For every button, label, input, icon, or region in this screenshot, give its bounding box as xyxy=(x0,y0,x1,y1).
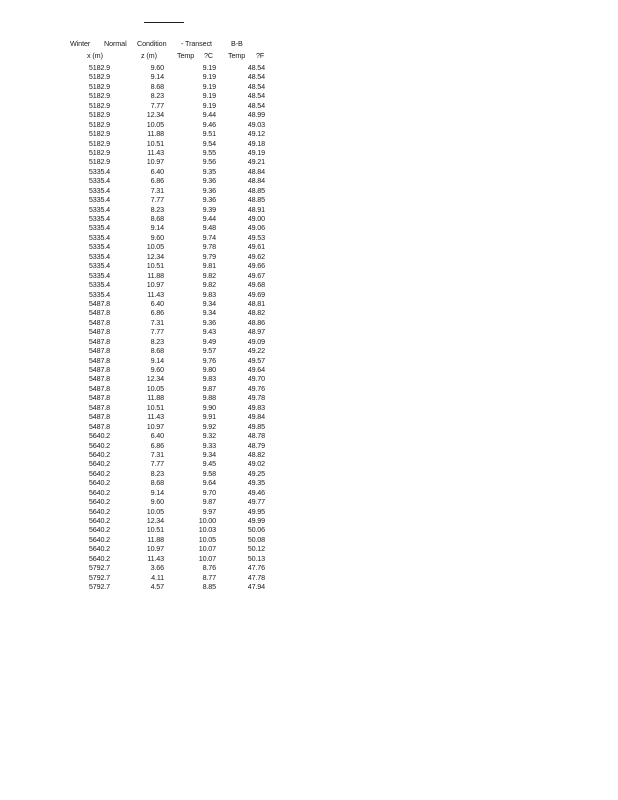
table-row xyxy=(70,516,280,525)
table-row xyxy=(70,384,280,393)
temp-f-value: 48.84 xyxy=(247,166,265,176)
table-row xyxy=(70,63,280,72)
table-row xyxy=(70,507,280,516)
header-bb: B-B xyxy=(231,39,243,48)
table-row xyxy=(70,129,280,138)
table-row xyxy=(70,72,280,81)
temp-f-value: 48.85 xyxy=(247,185,265,195)
z-value: 10.05 xyxy=(146,506,164,516)
table-row xyxy=(70,186,280,195)
temp-c-value: 9.78 xyxy=(202,242,216,252)
temp-f-value: 50.08 xyxy=(247,534,265,544)
table-row xyxy=(70,205,280,214)
z-value: 11.43 xyxy=(147,289,164,299)
temp-f-value: 47.94 xyxy=(247,582,265,592)
table-row xyxy=(70,148,280,157)
temp-c-value: 9.57 xyxy=(202,346,216,356)
z-value: 11.88 xyxy=(147,270,164,280)
temp-c-value: 9.19 xyxy=(202,100,216,110)
table-row xyxy=(70,101,280,110)
table-row xyxy=(70,554,280,563)
temp-c-value: 10.03 xyxy=(198,525,216,535)
temp-f-value: 49.61 xyxy=(247,242,265,252)
temp-f-value: 48.91 xyxy=(247,204,265,214)
z-value: 9.14 xyxy=(150,487,164,497)
temp-c-value: 9.88 xyxy=(202,393,216,403)
temp-c-value: 9.92 xyxy=(202,421,216,431)
temp-c-value: 9.74 xyxy=(202,232,216,242)
x-value: 5335.4 xyxy=(88,214,110,223)
temp-c-value: 10.05 xyxy=(198,534,216,544)
z-value: 3.66 xyxy=(150,563,164,573)
z-value: 9.60 xyxy=(150,497,164,507)
x-value: 5182.9 xyxy=(88,72,110,82)
z-value: 10.05 xyxy=(146,242,164,252)
temp-c-value: 9.45 xyxy=(202,459,216,469)
z-value: 11.88 xyxy=(147,129,164,139)
temp-c-value: 9.81 xyxy=(202,261,216,271)
temp-f-value: 49.64 xyxy=(247,365,265,374)
temp-c-value: 9.82 xyxy=(202,270,216,280)
table-row xyxy=(70,233,280,242)
temp-f-value: 49.68 xyxy=(247,280,265,290)
temp-f-value: 48.54 xyxy=(247,100,265,110)
x-value: 5640.2 xyxy=(88,440,110,450)
z-value: 8.23 xyxy=(150,336,164,346)
temp-c-value: 9.51 xyxy=(202,129,216,139)
temp-f-value: 50.06 xyxy=(247,525,265,535)
x-value: 5640.2 xyxy=(88,431,110,441)
x-value: 5487.8 xyxy=(88,393,110,403)
temp-f-value: 49.57 xyxy=(247,355,265,365)
x-value: 5792.7 xyxy=(88,572,110,582)
header-x-m: x (m) xyxy=(87,51,103,60)
temp-f-value: 49.09 xyxy=(247,336,265,346)
temp-c-value: 9.19 xyxy=(202,91,216,101)
x-value: 5792.7 xyxy=(88,582,110,592)
table-row xyxy=(70,431,280,440)
z-value: 6.40 xyxy=(150,166,164,176)
temp-f-value: 48.54 xyxy=(247,72,265,82)
temp-f-value: 48.78 xyxy=(247,431,265,441)
x-value: 5487.8 xyxy=(88,317,110,327)
temp-f-value: 49.84 xyxy=(247,412,265,422)
temp-c-value: 9.58 xyxy=(202,468,216,478)
temp-c-value: 9.91 xyxy=(202,412,216,422)
x-value: 5640.2 xyxy=(88,506,110,516)
z-value: 9.60 xyxy=(150,232,164,242)
temp-c-value: 9.82 xyxy=(202,280,216,290)
table-row xyxy=(70,582,280,591)
header-temp-c: Temp xyxy=(177,51,195,60)
temp-f-value: 49.70 xyxy=(247,374,265,384)
temp-f-value: 49.66 xyxy=(247,261,265,271)
temp-c-value: 9.19 xyxy=(202,81,216,91)
x-value: 5487.8 xyxy=(88,421,110,431)
z-value: 9.14 xyxy=(150,355,164,365)
table-row xyxy=(70,120,280,129)
temp-f-value: 49.83 xyxy=(247,402,265,412)
table-row xyxy=(70,318,280,327)
z-value: 6.40 xyxy=(150,298,164,308)
table-row xyxy=(70,327,280,336)
temp-f-value: 48.54 xyxy=(247,91,265,101)
table-row xyxy=(70,280,280,289)
temp-f-value: 49.22 xyxy=(247,346,265,356)
x-value: 5487.8 xyxy=(88,365,110,374)
x-value: 5487.8 xyxy=(88,346,110,356)
x-value: 5335.4 xyxy=(88,242,110,252)
z-value: 10.51 xyxy=(146,402,164,412)
z-value: 10.51 xyxy=(146,261,164,271)
table-row xyxy=(70,82,280,91)
temp-c-value: 9.64 xyxy=(202,478,216,488)
x-value: 5487.8 xyxy=(88,298,110,308)
x-value: 5182.9 xyxy=(88,110,110,120)
table-row xyxy=(70,535,280,544)
x-value: 5182.9 xyxy=(88,129,110,139)
temp-f-value: 48.97 xyxy=(247,327,265,337)
temp-c-value: 9.33 xyxy=(202,440,216,450)
table-row xyxy=(70,308,280,317)
table-row xyxy=(70,242,280,251)
temp-f-value: 48.81 xyxy=(247,298,265,308)
z-value: 7.31 xyxy=(150,317,164,327)
temp-c-value: 9.39 xyxy=(202,204,216,214)
temp-f-value: 49.62 xyxy=(247,251,265,261)
temp-c-value: 9.55 xyxy=(202,147,216,157)
temp-c-value: 8.77 xyxy=(202,572,216,582)
x-value: 5487.8 xyxy=(88,327,110,337)
z-value: 11.43 xyxy=(147,553,164,563)
x-value: 5335.4 xyxy=(88,261,110,271)
temp-c-value: 9.46 xyxy=(202,119,216,129)
temp-f-value: 49.35 xyxy=(247,478,265,488)
x-value: 5335.4 xyxy=(88,280,110,290)
table-row xyxy=(70,139,280,148)
table-row xyxy=(70,422,280,431)
temp-c-value: 9.80 xyxy=(202,365,216,374)
x-value: 5640.2 xyxy=(88,544,110,554)
z-value: 11.88 xyxy=(147,393,164,403)
temp-c-value: 9.83 xyxy=(202,289,216,299)
x-value: 5487.8 xyxy=(88,374,110,384)
temp-c-value: 9.36 xyxy=(202,185,216,195)
x-value: 5487.8 xyxy=(88,412,110,422)
x-value: 5182.9 xyxy=(88,157,110,167)
z-value: 8.23 xyxy=(150,204,164,214)
temp-f-value: 48.85 xyxy=(247,195,265,205)
temp-c-value: 9.49 xyxy=(202,336,216,346)
z-value: 7.77 xyxy=(150,100,164,110)
x-value: 5182.9 xyxy=(88,91,110,101)
temp-c-value: 9.36 xyxy=(202,317,216,327)
x-value: 5182.9 xyxy=(88,147,110,157)
temp-f-value: 49.99 xyxy=(247,516,265,525)
temp-f-value: 48.82 xyxy=(247,308,265,318)
temp-c-value: 10.07 xyxy=(198,544,216,554)
temp-f-value: 48.54 xyxy=(247,81,265,91)
z-value: 10.05 xyxy=(146,119,164,129)
temp-f-value: 49.53 xyxy=(247,232,265,242)
z-value: 12.34 xyxy=(146,516,164,525)
z-value: 9.60 xyxy=(150,63,164,72)
table-row xyxy=(70,261,280,270)
temp-f-value: 47.78 xyxy=(247,572,265,582)
z-value: 7.77 xyxy=(150,327,164,337)
x-value: 5335.4 xyxy=(88,195,110,205)
table-row xyxy=(70,469,280,478)
x-value: 5182.9 xyxy=(88,138,110,148)
temp-c-value: 9.97 xyxy=(202,506,216,516)
temp-f-value: 49.02 xyxy=(247,459,265,469)
z-value: 10.97 xyxy=(146,157,164,167)
table-row xyxy=(70,412,280,421)
temp-f-value: 49.21 xyxy=(247,157,265,167)
temp-f-value: 49.78 xyxy=(247,393,265,403)
table-row xyxy=(70,441,280,450)
x-value: 5640.2 xyxy=(88,468,110,478)
z-value: 10.51 xyxy=(146,138,164,148)
z-value: 10.97 xyxy=(146,421,164,431)
temp-c-value: 9.44 xyxy=(202,214,216,223)
temp-c-value: 9.19 xyxy=(202,63,216,72)
table-row xyxy=(70,459,280,468)
temp-f-value: 50.12 xyxy=(247,544,265,554)
x-value: 5640.2 xyxy=(88,553,110,563)
temp-c-value: 9.54 xyxy=(202,138,216,148)
z-value: 6.86 xyxy=(150,440,164,450)
temp-f-value: 49.85 xyxy=(247,421,265,431)
temp-f-value: 48.82 xyxy=(247,449,265,459)
temp-f-value: 49.67 xyxy=(247,270,265,280)
z-value: 7.77 xyxy=(150,195,164,205)
header-z-m: z (m) xyxy=(141,51,157,60)
temp-c-value: 9.34 xyxy=(202,308,216,318)
x-value: 5640.2 xyxy=(88,459,110,469)
header-temp-f: Temp xyxy=(228,51,246,60)
temp-f-value: 48.86 xyxy=(247,317,265,327)
temp-c-value: 9.79 xyxy=(202,251,216,261)
temp-c-value: 9.83 xyxy=(202,374,216,384)
x-value: 5487.8 xyxy=(88,308,110,318)
z-value: 12.34 xyxy=(146,110,164,120)
table-row xyxy=(70,356,280,365)
temp-c-value: 9.44 xyxy=(202,110,216,120)
header-condition: Condition xyxy=(137,39,167,48)
z-value: 9.14 xyxy=(150,223,164,233)
x-value: 5640.2 xyxy=(88,487,110,497)
z-value: 6.86 xyxy=(150,176,164,186)
z-value: 6.40 xyxy=(150,431,164,441)
z-value: 11.43 xyxy=(147,147,164,157)
header-transect: - Transect xyxy=(181,39,212,48)
table-row xyxy=(70,488,280,497)
z-value: 8.68 xyxy=(150,214,164,223)
x-value: 5487.8 xyxy=(88,336,110,346)
table-row xyxy=(70,573,280,582)
temp-c-value: 9.70 xyxy=(202,487,216,497)
temp-c-value: 9.87 xyxy=(202,383,216,393)
x-value: 5487.8 xyxy=(88,355,110,365)
table-row xyxy=(70,525,280,534)
table-row xyxy=(70,544,280,553)
temp-f-value: 49.95 xyxy=(247,506,265,516)
z-value: 8.68 xyxy=(150,478,164,488)
z-value: 8.68 xyxy=(150,81,164,91)
temp-f-value: 48.54 xyxy=(247,63,265,72)
table-row xyxy=(70,403,280,412)
table-row xyxy=(70,176,280,185)
z-value: 7.31 xyxy=(150,185,164,195)
table-row xyxy=(70,195,280,204)
temp-f-value: 49.69 xyxy=(247,289,265,299)
x-value: 5335.4 xyxy=(88,176,110,186)
z-value: 12.34 xyxy=(146,374,164,384)
temp-c-value: 9.19 xyxy=(202,72,216,82)
x-value: 5335.4 xyxy=(88,223,110,233)
x-value: 5182.9 xyxy=(88,119,110,129)
z-value: 11.43 xyxy=(147,412,164,422)
x-value: 5335.4 xyxy=(88,204,110,214)
z-value: 7.77 xyxy=(150,459,164,469)
x-value: 5792.7 xyxy=(88,563,110,573)
z-value: 11.88 xyxy=(147,534,164,544)
temp-f-value: 48.84 xyxy=(247,176,265,186)
temp-f-value: 49.03 xyxy=(247,119,265,129)
table-row xyxy=(70,214,280,223)
temp-f-value: 49.46 xyxy=(247,487,265,497)
x-value: 5335.4 xyxy=(88,251,110,261)
x-value: 5335.4 xyxy=(88,166,110,176)
z-value: 8.23 xyxy=(150,91,164,101)
temp-f-value: 49.76 xyxy=(247,383,265,393)
x-value: 5640.2 xyxy=(88,534,110,544)
table-row xyxy=(70,346,280,355)
x-value: 5640.2 xyxy=(88,516,110,525)
temp-f-value: 48.99 xyxy=(247,110,265,120)
table-row xyxy=(70,167,280,176)
temp-f-value: 50.13 xyxy=(247,553,265,563)
z-value: 9.60 xyxy=(150,365,164,374)
z-value: 10.97 xyxy=(146,280,164,290)
temp-f-value: 48.79 xyxy=(247,440,265,450)
z-value: 4.11 xyxy=(151,572,164,582)
x-value: 5335.4 xyxy=(88,232,110,242)
z-value: 12.34 xyxy=(146,251,164,261)
x-value: 5640.2 xyxy=(88,525,110,535)
table-row xyxy=(70,271,280,280)
z-value: 6.86 xyxy=(150,308,164,318)
z-value: 10.51 xyxy=(146,525,164,535)
header-unit-f: ?F xyxy=(256,51,265,60)
temp-c-value: 8.76 xyxy=(202,563,216,573)
z-value: 8.23 xyxy=(150,468,164,478)
table-row xyxy=(70,478,280,487)
table-row xyxy=(70,365,280,374)
table-row xyxy=(70,450,280,459)
x-value: 5335.4 xyxy=(88,289,110,299)
temp-f-value: 49.12 xyxy=(247,129,265,139)
x-value: 5640.2 xyxy=(88,478,110,488)
temp-c-value: 9.36 xyxy=(202,195,216,205)
temp-f-value: 49.00 xyxy=(247,214,265,223)
table-row xyxy=(70,374,280,383)
x-value: 5335.4 xyxy=(88,270,110,280)
temp-c-value: 9.34 xyxy=(202,449,216,459)
temp-f-value: 49.25 xyxy=(247,468,265,478)
temp-c-value: 9.56 xyxy=(202,157,216,167)
table-row xyxy=(70,393,280,402)
table-row xyxy=(70,252,280,261)
temp-c-value: 9.32 xyxy=(202,431,216,441)
table-row xyxy=(70,299,280,308)
temp-c-value: 9.43 xyxy=(202,327,216,337)
z-value: 9.14 xyxy=(150,72,164,82)
table-row xyxy=(70,110,280,119)
temp-c-value: 9.36 xyxy=(202,176,216,186)
header-unit-c: ?C xyxy=(204,51,213,60)
temp-c-value: 10.07 xyxy=(198,553,216,563)
x-value: 5182.9 xyxy=(88,81,110,91)
title-rule xyxy=(144,22,184,23)
header-normal: Normal xyxy=(104,39,127,48)
x-value: 5182.9 xyxy=(88,63,110,72)
z-value: 7.31 xyxy=(150,449,164,459)
temp-c-value: 9.90 xyxy=(202,402,216,412)
temp-f-value: 49.77 xyxy=(247,497,265,507)
temp-c-value: 8.85 xyxy=(202,582,216,592)
temp-c-value: 10.00 xyxy=(198,516,216,525)
x-value: 5182.9 xyxy=(88,100,110,110)
table-row xyxy=(70,91,280,100)
temperature-table xyxy=(70,63,280,592)
table-row xyxy=(70,563,280,572)
z-value: 10.05 xyxy=(146,383,164,393)
z-value: 4.57 xyxy=(150,582,164,592)
x-value: 5640.2 xyxy=(88,449,110,459)
temp-c-value: 9.87 xyxy=(202,497,216,507)
header-winter: Winter xyxy=(70,39,91,48)
x-value: 5487.8 xyxy=(88,383,110,393)
temp-f-value: 47.76 xyxy=(247,563,265,573)
x-value: 5335.4 xyxy=(88,185,110,195)
temp-c-value: 9.48 xyxy=(202,223,216,233)
table-row xyxy=(70,223,280,232)
table-row xyxy=(70,157,280,166)
temp-c-value: 9.35 xyxy=(202,166,216,176)
temp-f-value: 49.19 xyxy=(247,147,265,157)
table-row xyxy=(70,290,280,299)
temp-f-value: 49.18 xyxy=(247,138,265,148)
table-row xyxy=(70,337,280,346)
temp-c-value: 9.76 xyxy=(202,355,216,365)
x-value: 5640.2 xyxy=(88,497,110,507)
temp-c-value: 9.34 xyxy=(202,298,216,308)
x-value: 5487.8 xyxy=(88,402,110,412)
temp-f-value: 49.06 xyxy=(247,223,265,233)
z-value: 10.97 xyxy=(146,544,164,554)
table-row xyxy=(70,497,280,506)
z-value: 8.68 xyxy=(150,346,164,356)
